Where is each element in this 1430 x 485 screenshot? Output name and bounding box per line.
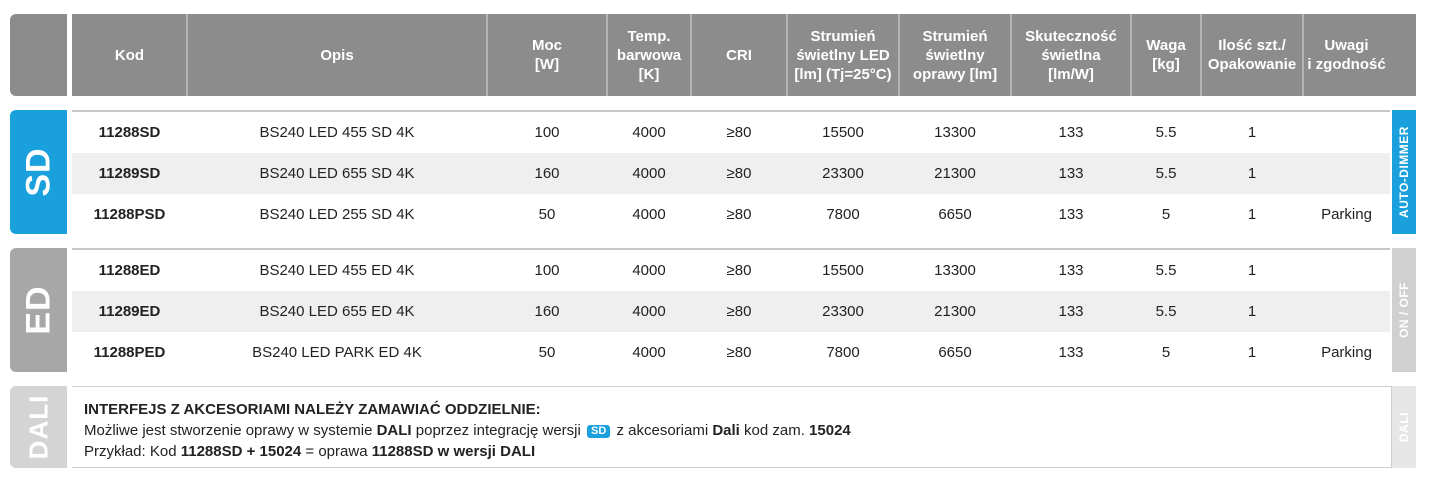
ed-section-tab: [10, 248, 67, 372]
cell-opis: BS240 LED PARK ED 4K: [252, 344, 422, 361]
table-header: [72, 14, 1416, 96]
cell-ilosc: 1: [1247, 262, 1257, 279]
cell-temp: 4000: [632, 262, 666, 279]
table-row: [72, 332, 1390, 373]
cell-cri: ≥80: [726, 206, 752, 223]
cell-cri: ≥80: [726, 165, 752, 182]
table-row: [72, 250, 1390, 291]
cell-led-flux: 23300: [822, 165, 864, 182]
cell-moc: 100: [534, 262, 560, 279]
header-corner-tab: [10, 14, 67, 96]
cell-eff: 133: [1058, 303, 1084, 320]
cell-led-flux: 7800: [826, 344, 860, 361]
column-header-opis: Opis: [320, 46, 354, 64]
cell-ilosc: 1: [1247, 206, 1257, 223]
cell-cri: ≥80: [726, 124, 752, 141]
ed-section-rows: [72, 248, 1390, 372]
cell-led-flux: 15500: [822, 124, 864, 141]
column-header-ilosc: Ilość szt./ Opakowanie: [1207, 37, 1297, 73]
column-header-moc: Moc [W]: [532, 37, 562, 73]
cell-opis: BS240 LED 455 SD 4K: [259, 124, 415, 141]
cell-waga: 5.5: [1155, 165, 1177, 182]
cell-led-flux: 7800: [826, 206, 860, 223]
note-text: Możliwe jest stworzenie oprawy w systemie: [84, 422, 377, 439]
cell-opis: BS240 LED 255 SD 4K: [259, 206, 415, 223]
cell-waga: 5.5: [1155, 124, 1177, 141]
cell-temp: 4000: [632, 165, 666, 182]
cell-uwagi: [1303, 291, 1390, 332]
on-off-label: ON / OFF: [1397, 282, 1411, 338]
note-bold: 11288SD w wersji DALI: [371, 443, 536, 460]
cell-lum-flux: 21300: [934, 165, 976, 182]
note-bold: Dali: [712, 422, 740, 439]
cell-uwagi: Parking: [1321, 206, 1372, 223]
cell-lum-flux: 13300: [934, 124, 976, 141]
cell-waga: 5.5: [1155, 303, 1177, 320]
cell-ilosc: 1: [1247, 124, 1257, 141]
column-header-cri: CRI: [726, 46, 752, 64]
cell-eff: 133: [1058, 344, 1084, 361]
cell-ilosc: 1: [1247, 344, 1257, 361]
sd-side-strip: [1392, 110, 1416, 234]
cell-eff: 133: [1058, 206, 1084, 223]
cell-waga: 5: [1161, 206, 1171, 223]
cell-kod: 11289ED: [98, 303, 161, 320]
dali-note: [72, 386, 1392, 468]
sd-section-rows: [72, 110, 1390, 234]
cell-uwagi: [1303, 112, 1390, 153]
table-row: [72, 112, 1390, 153]
cell-moc: 160: [534, 165, 560, 182]
column-header-kod: Kod: [114, 46, 145, 64]
cell-lum-flux: 21300: [934, 303, 976, 320]
cell-cri: ≥80: [726, 344, 752, 361]
cell-eff: 133: [1058, 124, 1084, 141]
cell-waga: 5: [1161, 344, 1171, 361]
cell-waga: 5.5: [1155, 262, 1177, 279]
sd-inline-badge: SD: [587, 425, 610, 438]
cell-uwagi: [1303, 250, 1390, 291]
column-header-uwagi: Uwagi i zgodność: [1307, 37, 1386, 73]
dali-side-strip: [1392, 386, 1416, 468]
cell-moc: 100: [534, 124, 560, 141]
dali-side-label: DALI: [1397, 412, 1411, 442]
cell-lum-flux: 6650: [938, 344, 972, 361]
cell-eff: 133: [1058, 165, 1084, 182]
note-text: poprzez integrację wersji: [411, 422, 586, 439]
cell-kod: 11289SD: [98, 165, 161, 182]
note-bold: 11288SD + 15024: [180, 443, 302, 460]
auto-dimmer-label: AUTO-DIMMER: [1397, 126, 1411, 218]
column-header-led-flux: Strumień świetlny LED [lm] (Tj=25°C): [794, 27, 892, 83]
column-header-temp: Temp. barwowa [K]: [616, 27, 682, 83]
dali-note-line-3: [84, 441, 1391, 462]
cell-kod: 11288PSD: [93, 206, 166, 223]
cell-ilosc: 1: [1247, 165, 1257, 182]
dali-note-title: INTERFEJS Z AKCESORIAMI NALEŻY ZAMAWIAĆ ODDZIELNIE:: [84, 401, 541, 418]
cell-temp: 4000: [632, 206, 666, 223]
cell-temp: 4000: [632, 303, 666, 320]
dali-logo: DALI: [23, 394, 53, 460]
cell-temp: 4000: [632, 124, 666, 141]
cell-opis: BS240 LED 655 SD 4K: [259, 165, 415, 182]
cell-ilosc: 1: [1247, 303, 1257, 320]
cell-temp: 4000: [632, 344, 666, 361]
note-text: z akcesoriami: [612, 422, 713, 439]
cell-kod: 11288ED: [98, 262, 161, 279]
cell-led-flux: 23300: [822, 303, 864, 320]
cell-moc: 160: [534, 303, 560, 320]
ed-logo: ED: [19, 285, 57, 335]
column-header-lum-flux: Strumień świetlny oprawy [lm]: [912, 27, 998, 83]
cell-cri: ≥80: [726, 303, 752, 320]
note-bold: DALI: [376, 422, 412, 439]
cell-opis: BS240 LED 655 ED 4K: [259, 303, 415, 320]
sd-section-tab: [10, 110, 67, 234]
dali-note-line-2: [84, 420, 1391, 441]
cell-eff: 133: [1058, 262, 1084, 279]
cell-led-flux: 15500: [822, 262, 864, 279]
cell-cri: ≥80: [726, 262, 752, 279]
ed-side-strip: [1392, 248, 1416, 372]
sd-logo: SD: [19, 147, 57, 197]
column-header-waga: Waga [kg]: [1146, 37, 1186, 73]
cell-moc: 50: [538, 206, 556, 223]
table-row: [72, 291, 1390, 332]
cell-lum-flux: 6650: [938, 206, 972, 223]
dali-section-tab: [10, 386, 67, 468]
cell-kod: 11288SD: [98, 124, 161, 141]
cell-moc: 50: [538, 344, 556, 361]
note-text: Przykład: Kod: [84, 443, 181, 460]
cell-lum-flux: 13300: [934, 262, 976, 279]
cell-opis: BS240 LED 455 ED 4K: [259, 262, 415, 279]
table-row: [72, 153, 1390, 194]
column-header-eff: Skuteczność świetlna [lm/W]: [1025, 27, 1117, 83]
cell-kod: 11288PED: [93, 344, 166, 361]
note-text: kod zam.: [739, 422, 810, 439]
cell-uwagi: [1303, 153, 1390, 194]
note-bold: 15024: [809, 422, 851, 439]
table-row: [72, 194, 1390, 235]
cell-uwagi: Parking: [1321, 344, 1372, 361]
note-text: = oprawa: [301, 443, 372, 460]
